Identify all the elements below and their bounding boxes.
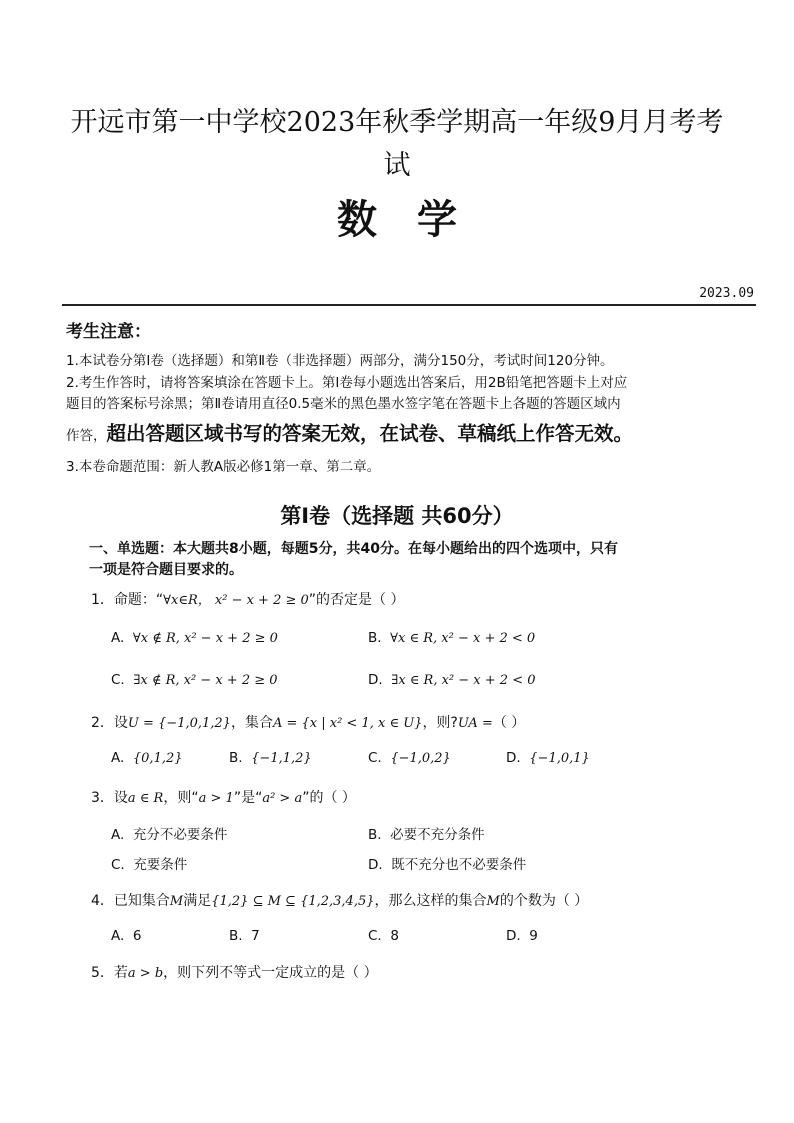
question-4-option-a: A. 6 (111, 928, 142, 944)
question-1-stem: 1．命题：“∀x∈R， x² − x + 2 ≥ 0”的否定是（ ） (91, 592, 405, 608)
notice-emphasis: 超出答题区域书写的答案无效，在试卷、草稿纸上作答无效。 (106, 422, 634, 445)
question-1-option-a: A. ∀x ∉ R, x² − x + 2 ≥ 0 (111, 630, 278, 646)
notice-item-2-line1: 2.考生作答时，请将答案填涂在答题卡上。第Ⅰ卷每小题选出答案后，用2B铅笔把答题卡上对应 (66, 375, 628, 391)
notice-item-3: 3.本卷命题范围：新人教A版必修1第一章、第二章。 (66, 459, 381, 475)
question-1-option-c: C. ∃x ∉ R, x² − x + 2 ≥ 0 (111, 672, 278, 688)
question-5-stem: 5．若a > b，则下列不等式一定成立的是（ ） (91, 965, 378, 981)
section-title: 第Ⅰ卷（选择题 共60分） (280, 504, 514, 528)
question-3-option-d: D. 既不充分也不必要条件 (368, 857, 527, 873)
question-4-option-c: C. 8 (368, 928, 399, 944)
subject-title: 数学 (337, 197, 497, 243)
question-2-option-b: B. {−1,1,2} (229, 750, 312, 766)
question-4-stem: 4．已知集合M满足{1,2} ⊆ M ⊆ {1,2,3,4,5}，那么这样的集合M的个数为（ ） (91, 893, 589, 909)
question-2-option-a: A. {0,1,2} (111, 750, 183, 766)
section-instructions-line1: 一、单选题：本大题共8小题，每题5分，共40分。在每小题给出的四个选项中，只有 (89, 541, 618, 557)
question-3-option-b: B. 必要不充分条件 (368, 827, 485, 843)
question-1-option-b: B. ∀x ∈ R, x² − x + 2 < 0 (368, 630, 536, 646)
question-3-stem: 3．设a ∈ R，则“a > 1”是“a² > a”的（ ） (91, 790, 356, 806)
notice-item-2-line3 (66, 418, 633, 446)
notice-item-2-prefix: 作答， (66, 428, 107, 444)
notice-item-2-line2: 题目的答案标号涂黑；第Ⅱ卷请用直径0.5毫米的黑色墨水签字笔在答题卡上各题的答题区域内 (66, 396, 621, 412)
exam-title-line2: 试 (383, 150, 411, 181)
question-3-option-c: C. 充要条件 (111, 857, 188, 873)
header-divider (62, 304, 756, 306)
question-4-option-b: B. 7 (229, 928, 260, 944)
question-2-stem: 2．设U = {−1,0,1,2}，集合A = {x | x² < 1, x ∈ U}，则?UA =（ ） (91, 715, 526, 731)
section-instructions-line2: 一项是符合题目要求的。 (89, 562, 243, 578)
exam-title-line1: 开远市第一中学校2023年秋季学期高一年级9月月考考 (70, 107, 724, 138)
notice-heading: 考生注意： (66, 322, 151, 342)
exam-date: 2023.09 (699, 286, 754, 301)
question-1-option-d: D. ∃x ∈ R, x² − x + 2 < 0 (368, 672, 536, 688)
question-4-option-d: D. 9 (506, 928, 538, 944)
question-2-option-c: C. {−1,0,2} (368, 750, 451, 766)
notice-item-1: 1.本试卷分第Ⅰ卷（选择题）和第Ⅱ卷（非选择题）两部分，满分150分，考试时间120分钟。 (66, 353, 614, 369)
question-2-option-d: D. {−1,0,1} (506, 750, 590, 766)
question-3-option-a: A. 充分不必要条件 (111, 827, 228, 843)
